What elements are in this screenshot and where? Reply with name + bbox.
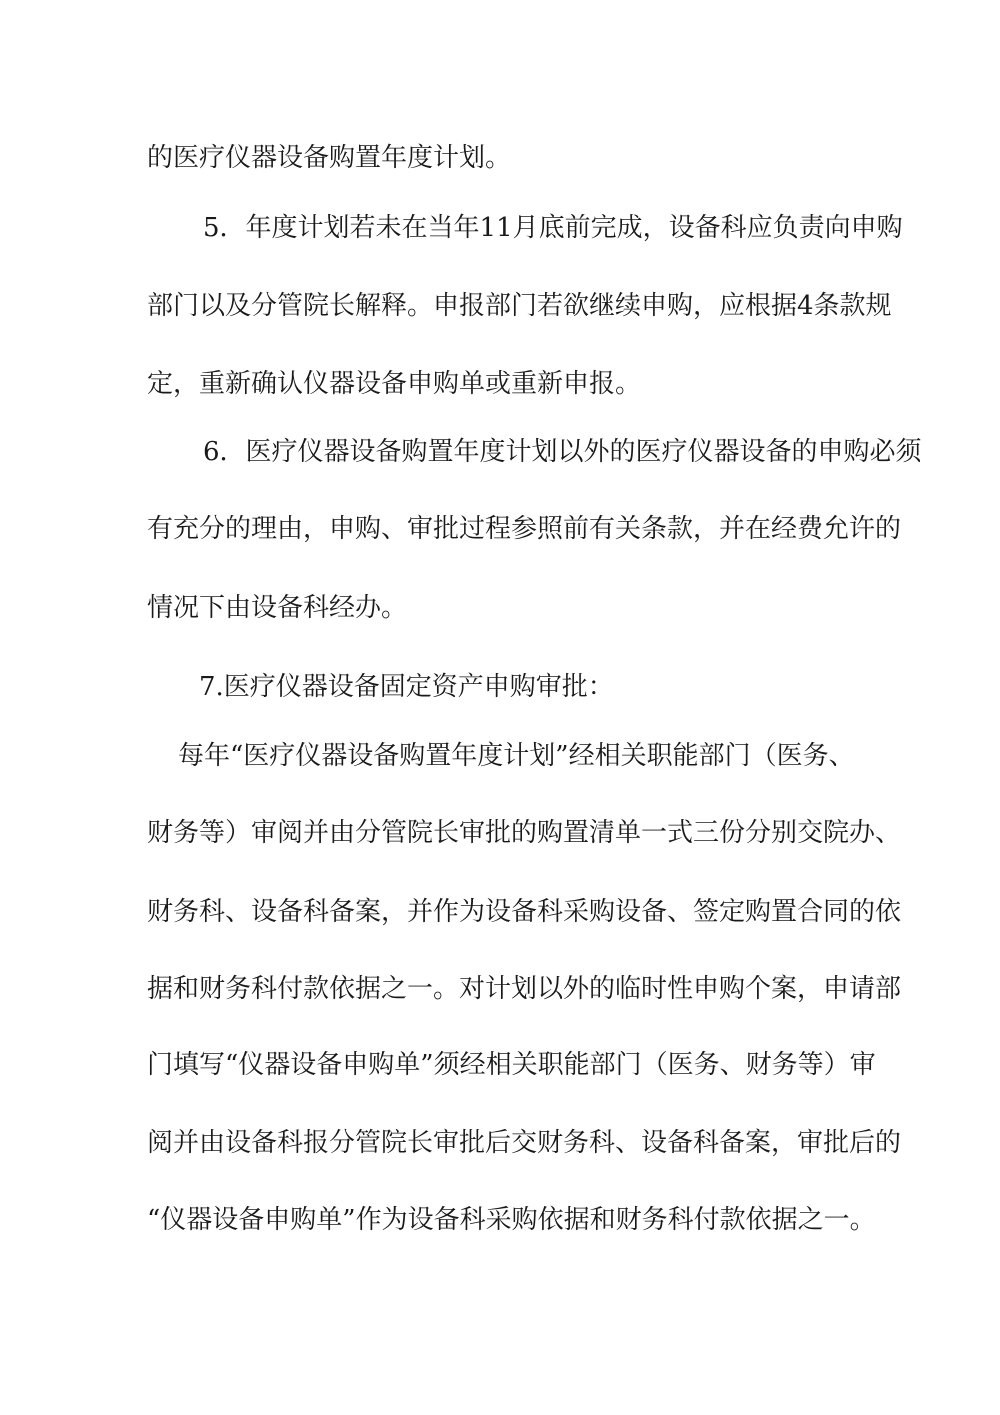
text-line: 6．医疗仪器设备购置年度计划以外的医疗仪器设备的申购必须 bbox=[203, 437, 922, 467]
text-line: 的医疗仪器设备购置年度计划。 bbox=[147, 143, 512, 173]
text-line: 5．年度计划若未在当年11月底前完成，设备科应负责向申购 bbox=[203, 213, 903, 243]
text-line: 部门以及分管院长解释。申报部门若欲继续申购，应根据4条款规 bbox=[147, 291, 892, 321]
text-line: 情况下由设备科经办。 bbox=[147, 593, 408, 623]
text-line: 阅并由设备科报分管院长审批后交财务科、设备科备案，审批后的 bbox=[147, 1128, 902, 1158]
text-line: 据和财务科付款依据之一。对计划以外的临时性申购个案，申请部 bbox=[147, 974, 902, 1004]
text-line: 定，重新确认仪器设备申购单或重新申报。 bbox=[147, 369, 642, 399]
text-line: 财务科、设备科备案，并作为设备科采购设备、签定购置合同的依 bbox=[147, 897, 902, 927]
text-line: 每年“医疗仪器设备购置年度计划”经相关职能部门（医务、 bbox=[178, 741, 855, 771]
text-line: 财务等）审阅并由分管院长审批的购置清单一式三份分别交院办、 bbox=[147, 818, 902, 848]
text-line: “仪器设备申购单”作为设备科采购依据和财务科付款依据之一。 bbox=[147, 1205, 876, 1235]
text-line: 7.医疗仪器设备固定资产申购审批： bbox=[199, 672, 614, 702]
text-line: 门填写“仪器设备申购单”须经相关职能部门（医务、财务等）审 bbox=[147, 1050, 876, 1080]
text-line: 有充分的理由，申购、审批过程参照前有关条款，并在经费允许的 bbox=[147, 514, 902, 544]
